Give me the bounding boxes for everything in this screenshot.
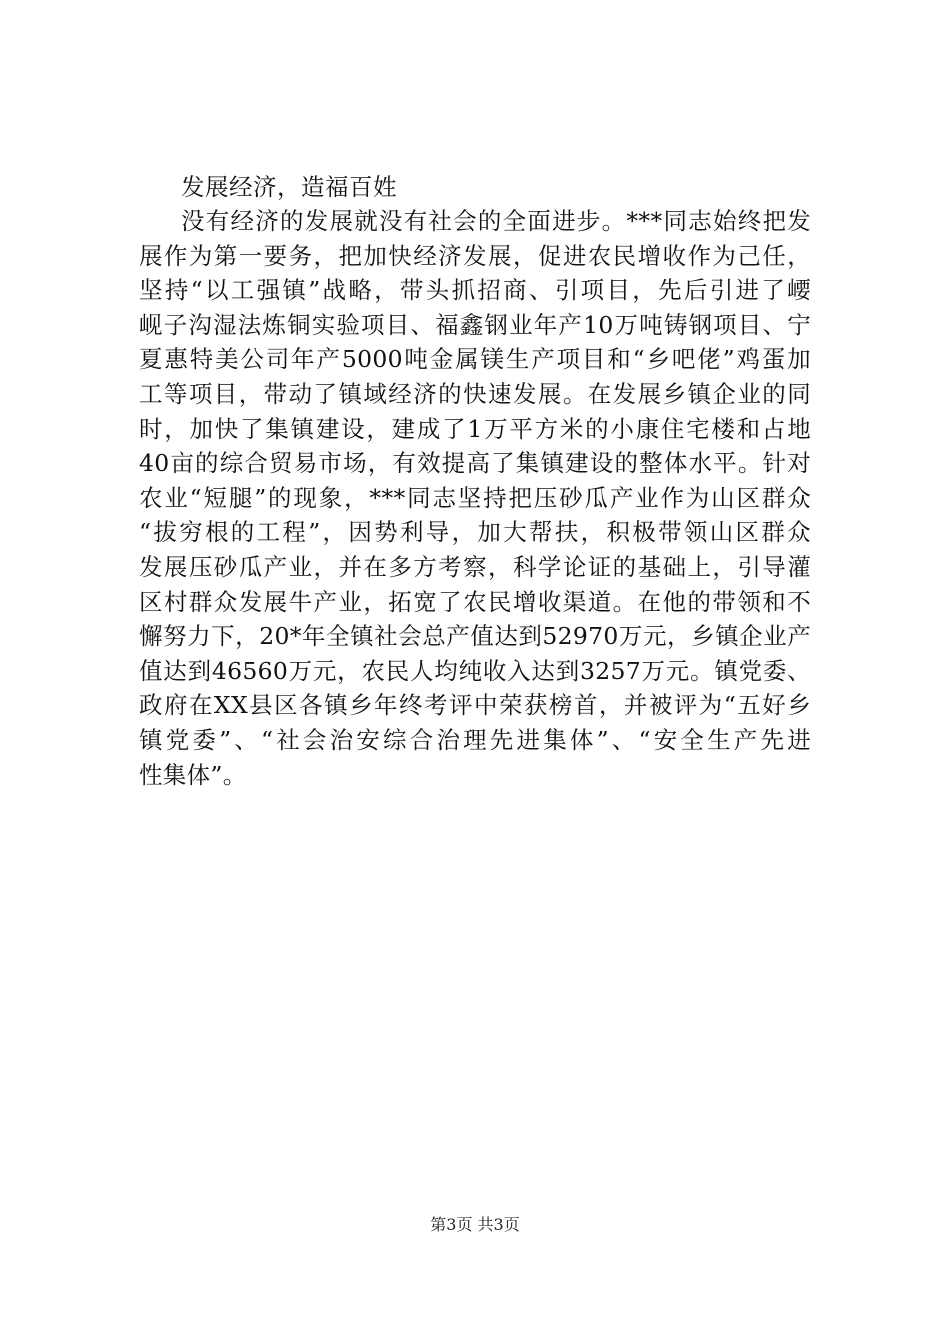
paragraph-line: 区村群众发展牛产业，拓宽了农民增收渠道。在他的带领和不 [139, 587, 811, 616]
paragraph-line: 展作为第一要务，把加快经济发展，促进农民增收作为己任， [139, 241, 811, 270]
paragraph-line: 性集体”。 [139, 760, 247, 789]
paragraph-line: 时，加快了集镇建设，建成了1万平方米的小康住宅楼和占地 [139, 414, 811, 443]
section-heading: 发展经济，造福百姓 [181, 173, 397, 201]
paragraph-line: 夏惠特美公司年产5000吨金属镁生产项目和“乡吧佬”鸡蛋加 [139, 345, 811, 374]
paragraph-line: 值达到46560万元，农民人均纯收入达到3257万元。镇党委、 [139, 656, 811, 685]
paragraph-line: 农业“短腿”的现象，***同志坚持把压砂瓜产业作为山区群众 [139, 483, 811, 512]
paragraph-line: “拔穷根的工程”，因势利导，加大帮扶，积极带领山区群众 [139, 518, 811, 547]
paragraph-line: 政府在XX县区各镇乡年终考评中荣获榜首，并被评为“五好乡 [139, 691, 811, 720]
document-body [139, 170, 811, 792]
paragraph [139, 204, 811, 792]
paragraph-line: 没有经济的发展就没有社会的全面进步。***同志始终把发 [181, 207, 811, 235]
paragraph-line: 工等项目，带动了镇域经济的快速发展。在发展乡镇企业的同 [139, 379, 811, 408]
paragraph-line: 坚持“以工强镇”战略，带头抓招商、引项目，先后引进了崾 [139, 276, 811, 305]
paragraph-line: 懈努力下，20*年全镇社会总产值达到52970万元，乡镇企业产 [139, 622, 811, 651]
paragraph-line: 岘子沟湿法炼铜实验项目、福鑫钢业年产10万吨铸钢项目、宁 [139, 310, 811, 339]
paragraph-line: 发展压砂瓜产业，并在多方考察，科学论证的基础上，引导灌 [139, 552, 811, 581]
page-number-footer: 第3页 共3页 [430, 1215, 520, 1234]
paragraph-line: 40亩的综合贸易市场，有效提高了集镇建设的整体水平。针对 [139, 449, 811, 478]
paragraph-line: 镇党委”、“社会治安综合治理先进集体”、“安全生产先进 [139, 725, 811, 754]
